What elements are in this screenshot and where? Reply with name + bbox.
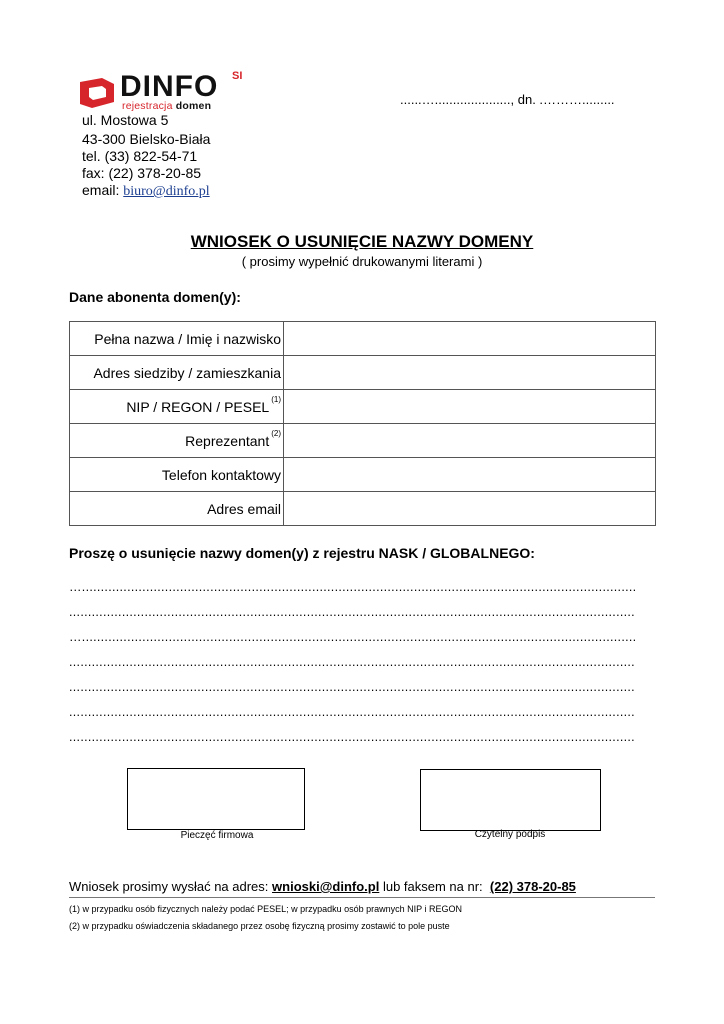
signature-box[interactable] — [420, 769, 601, 831]
footnote-ref-2: (2) — [271, 428, 281, 438]
domain-line-7[interactable]: ...................................................................................................................................................... — [69, 730, 635, 744]
domain-line-3[interactable]: …................................................................................................................................................... — [69, 630, 637, 644]
field-input-address[interactable] — [284, 356, 656, 390]
address-phone: tel. (33) 822-54-71 — [82, 148, 198, 164]
logo-tagline — [122, 100, 211, 112]
address-email-link[interactable]: biuro@dinfo.pl — [123, 184, 210, 199]
footer-divider — [69, 897, 655, 898]
footer-fax-number: (22) 378-20-85 — [489, 879, 576, 894]
field-label-address: Adres siedziby / zamieszkania — [70, 356, 284, 390]
footnote-1: (1) w przypadku osób fizycznych należy podać PESEL; w przypadku osób prawnych NIP i REGON — [69, 904, 463, 914]
form-row — [70, 322, 656, 356]
domain-line-2[interactable]: ...................................................................................................................................................... — [69, 605, 635, 619]
field-input-phone[interactable] — [284, 458, 656, 492]
section-request-heading: Proszę o usunięcie nazwy domen(y) z rejestru NASK / GLOBALNEGO: — [69, 545, 535, 561]
logo-tagline-prefix: rejestracja — [122, 100, 173, 112]
field-input-full-name[interactable] — [284, 322, 656, 356]
signature-label: Czytelny podpis — [474, 829, 546, 840]
form-row — [70, 492, 656, 526]
field-label-full-name: Pełna nazwa / Imię i nazwisko — [70, 322, 284, 356]
field-label-phone: Telefon kontaktowy — [70, 458, 284, 492]
address-email-label: email: — [82, 182, 120, 198]
footer-text-1: Wniosek prosimy wysłać na adres: — [69, 879, 269, 894]
stamp-label: Pieczęć firmowa — [180, 830, 254, 841]
domain-line-6[interactable]: ...................................................................................................................................................... — [69, 705, 635, 719]
form-row — [70, 356, 656, 390]
address-city: 43-300 Bielsko-Biała — [82, 131, 211, 147]
subscriber-form — [69, 321, 656, 526]
domain-line-4[interactable]: ...................................................................................................................................................... — [69, 655, 635, 669]
address-fax: fax: (22) 378-20-85 — [82, 165, 202, 181]
form-row — [70, 424, 656, 458]
domain-line-1[interactable]: …................................................................................................................................................... — [69, 580, 637, 594]
footnote-2: (2) w przypadku oświadczenia składanego przez osobę fizyczną prosimy zostawić to pole puste — [69, 921, 450, 931]
page-subtitle: ( prosimy wypełnić drukowanymi literami ) — [241, 254, 483, 269]
logo-brand: DINFO — [120, 70, 219, 103]
form-row — [70, 458, 656, 492]
section-subscriber-heading: Dane abonenta domen(y): — [69, 289, 241, 305]
field-label-email: Adres email — [70, 492, 284, 526]
footnote-ref-1: (1) — [271, 394, 281, 404]
stamp-box[interactable] — [127, 768, 305, 830]
domain-line-5[interactable]: ...................................................................................................................................................... — [69, 680, 635, 694]
field-label-nip-regon-pesel: NIP / REGON / PESEL $^{(1)}$ — [70, 390, 284, 424]
footer-text-2: lub faksem na nr: — [382, 879, 483, 894]
address-street: ul. Mostowa 5 — [82, 112, 169, 128]
dinfo-logo-mark-icon — [80, 78, 114, 108]
page-title: WNIOSEK O USUNIĘCIE NAZWY DOMENY — [190, 232, 534, 251]
footer-email-link[interactable]: wnioski@dinfo.pl — [272, 879, 380, 894]
field-input-nip-regon-pesel[interactable] — [284, 390, 656, 424]
field-input-email[interactable] — [284, 492, 656, 526]
date-line: ......…....................., dn. .………......... — [400, 92, 615, 107]
field-input-representative[interactable] — [284, 424, 656, 458]
footer-instructions — [69, 879, 576, 894]
address-email-row — [82, 182, 210, 200]
field-label-representative: Reprezentant $^{(2)}$ — [70, 424, 284, 458]
logo-superscript: SI — [232, 70, 243, 82]
logo-tagline-bold: domen — [175, 100, 212, 112]
form-row — [70, 390, 656, 424]
dinfo-logo — [80, 70, 255, 114]
